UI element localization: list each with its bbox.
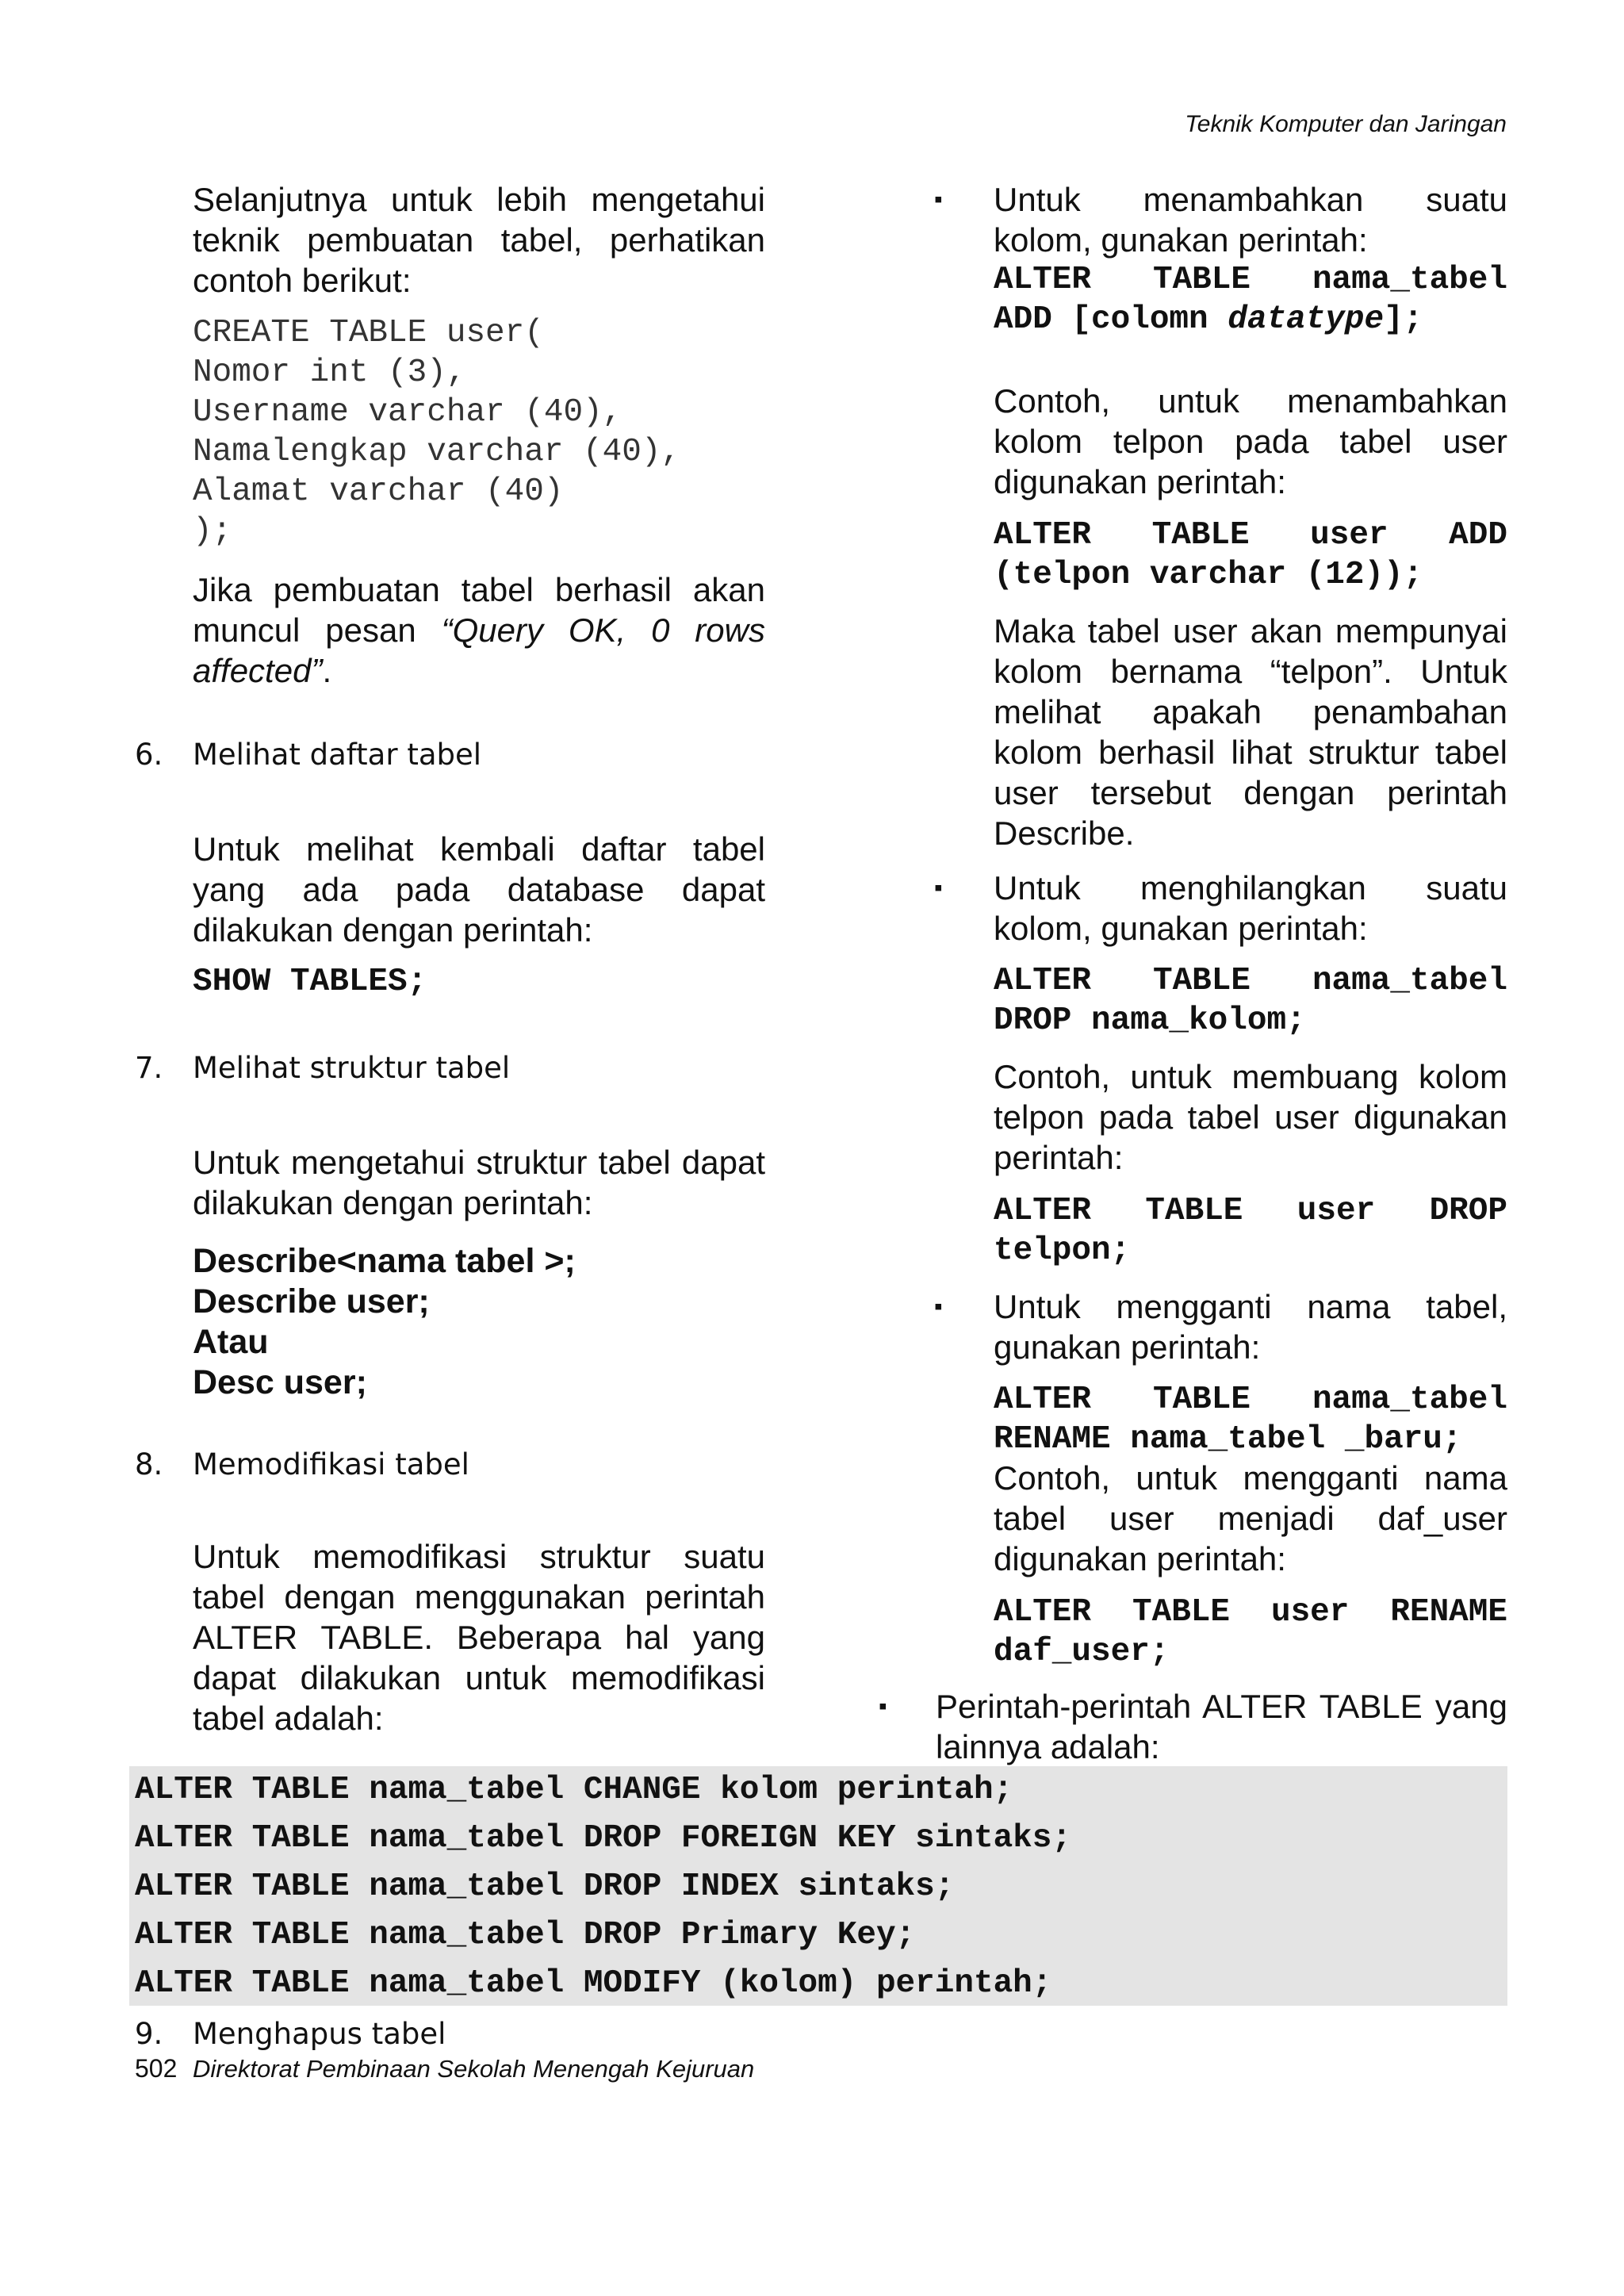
section-8-paragraph: Untuk memodifikasi struktur suatu tabel dengan menggunakan perintah ALTER TABLE. Beberapa hal yang dapat dilakukan untuk memodifikasi tabel adalah: (193, 1538, 765, 1737)
describe-line: Atau (193, 1323, 269, 1361)
section-7-number: 7. (135, 1051, 163, 1085)
bullet-3-text: Untuk mengganti nama tabel, gunakan perintah: (994, 1288, 1507, 1366)
footer-text: Direktorat Pembinaan Sekolah Menengah Kejuruan (193, 2055, 755, 2083)
section-7-paragraph: Untuk mengetahui struktur tabel dapat dilakukan dengan perintah: (193, 1144, 765, 1221)
section-6-number: 6. (135, 738, 163, 772)
describe-line: Describe user; (193, 1282, 430, 1320)
bullet-2-example: Contoh, untuk membuang kolom telpon pada tabel user digunakan perintah: (994, 1058, 1507, 1176)
bullet-4-text: Perintah-perintah ALTER TABLE yang lainnya adalah: (936, 1688, 1507, 1765)
code-line: CREATE TABLE user( (193, 315, 544, 351)
code-part: ]; (1384, 301, 1423, 338)
section-6-title: Melihat daftar tabel (193, 738, 482, 772)
show-tables-code: SHOW TABLES; (193, 964, 427, 1000)
bullet-icon: ▪ (879, 1693, 887, 1719)
intro-paragraph: Selanjutnya untuk lebih mengetahui teknik pembuatan tabel, perhatikan contoh berikut: (193, 181, 765, 299)
success-text: Jika pembuatan tabel berhasil akan muncul pesan (193, 571, 765, 649)
code-line: ALTER TABLE nama_tabel (994, 262, 1507, 298)
code-part: ADD [colomn (994, 301, 1228, 338)
bullet-3-example: Contoh, untuk mengganti nama tabel user menjadi daf_user digunakan perintah: (994, 1459, 1507, 1577)
success-paragraph (193, 569, 765, 691)
code-line (994, 300, 1507, 339)
bullet-2-text: Untuk menghilangkan suatu kolom, gunakan perintah: (994, 869, 1507, 947)
success-message: “Query OK, 0 rows affected” (193, 611, 765, 689)
bullet-3-code: ALTER TABLE nama_tabel RENAME nama_tabel _baru; (994, 1382, 1507, 1458)
success-end: . (322, 652, 332, 689)
bullet-icon: ▪ (934, 1294, 943, 1320)
bullet-2-code: ALTER TABLE nama_tabel DROP nama_kolom; (994, 963, 1507, 1039)
bullet-1-text: Untuk menambahkan suatu kolom, gunakan perintah: (994, 181, 1507, 259)
code-line: ALTER TABLE nama_tabel CHANGE kolom perintah; (135, 1772, 1013, 1808)
bullet-1-example: Contoh, untuk menambahkan kolom telpon pada tabel user digunakan perintah: (994, 382, 1507, 500)
code-line: ALTER TABLE nama_tabel DROP FOREIGN KEY sintaks; (135, 1820, 1071, 1857)
code-line: ALTER TABLE nama_tabel DROP INDEX sintaks; (135, 1869, 955, 1905)
describe-commands (193, 1241, 765, 1403)
code-line: ALTER TABLE nama_tabel MODIFY (kolom) perintah; (135, 1965, 1052, 2002)
code-line: ALTER TABLE nama_tabel DROP Primary Key; (135, 1917, 916, 1953)
section-8-number: 8. (135, 1447, 163, 1481)
section-8-title: Memodifikasi tabel (193, 1447, 469, 1481)
bullet-icon: ▪ (934, 186, 943, 213)
code-part: datatype (1228, 301, 1385, 338)
code-line: ); (193, 513, 232, 550)
alter-table-code-block (129, 1766, 1507, 2006)
bullet-3-example-code: ALTER TABLE user RENAME daf_user; (994, 1594, 1507, 1670)
section-7-title: Melihat struktur tabel (193, 1051, 511, 1085)
running-header: Teknik Komputer dan Jaringan (1185, 111, 1507, 137)
create-table-code (193, 314, 765, 552)
bullet-icon: ▪ (934, 875, 943, 901)
bullet-1-code (994, 260, 1507, 339)
describe-line: Desc user; (193, 1363, 367, 1401)
bullet-1-example-code: ALTER TABLE user ADD (telpon varchar (12)); (994, 517, 1507, 593)
section-9-number: 9. (135, 2017, 163, 2051)
bullet-2-example-code: ALTER TABLE user DROP telpon; (994, 1193, 1507, 1269)
code-line: Username varchar (40), (193, 394, 622, 431)
describe-line: Describe<nama tabel >; (193, 1242, 576, 1280)
section-9-title: Menghapus tabel (193, 2017, 446, 2051)
code-line: Alamat varchar (40) (193, 473, 564, 510)
bullet-1-result: Maka tabel user akan mempunyai kolom bernama “telpon”. Untuk melihat apakah penambahan kolom berhasil lihat struktur tabel user tersebut dengan perintah Describe. (994, 612, 1507, 852)
section-6-paragraph: Untuk melihat kembali daftar tabel yang ada pada database dapat dilakukan dengan perintah: (193, 830, 765, 949)
page-number: 502 (135, 2054, 178, 2083)
code-line: Nomor int (3), (193, 355, 466, 391)
code-line: Namalengkap varchar (40), (193, 434, 681, 470)
